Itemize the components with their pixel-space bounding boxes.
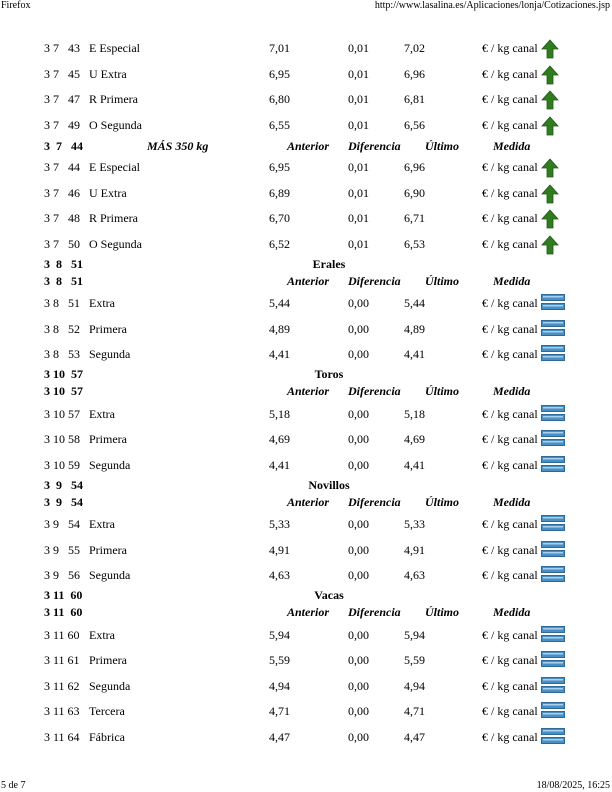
header-medida: Medida bbox=[493, 384, 531, 398]
product-name: Extra bbox=[89, 628, 115, 642]
up-arrow-icon bbox=[541, 158, 565, 176]
table-row bbox=[0, 652, 612, 668]
diferencia-value: 0,00 bbox=[348, 653, 369, 667]
header-code: 3 11 60 bbox=[44, 605, 83, 619]
product-name: Primera bbox=[89, 432, 127, 446]
ultimo-value: 4,47 bbox=[404, 730, 425, 744]
table-row bbox=[0, 729, 612, 745]
product-name: E Especial bbox=[89, 41, 140, 55]
diferencia-value: 0,00 bbox=[348, 458, 369, 472]
ultimo-value: 5,59 bbox=[404, 653, 425, 667]
ultimo-value: 4,91 bbox=[404, 543, 425, 557]
anterior-value: 7,01 bbox=[269, 41, 290, 55]
up-arrow-icon bbox=[541, 39, 565, 57]
product-code: 3 7 43 bbox=[44, 41, 80, 55]
unit-label: € / kg canal bbox=[482, 704, 538, 718]
product-code: 3 9 54 bbox=[44, 517, 80, 531]
header-medida: Medida bbox=[493, 139, 531, 153]
unit-label: € / kg canal bbox=[482, 41, 538, 55]
product-code: 3 8 53 bbox=[44, 347, 80, 361]
diferencia-value: 0,01 bbox=[348, 237, 369, 251]
category-code: 3 9 54 bbox=[44, 478, 83, 492]
product-code: 3 9 56 bbox=[44, 568, 80, 582]
table-row bbox=[0, 516, 612, 532]
table-row bbox=[0, 40, 612, 56]
header-ultimo: Último bbox=[425, 274, 460, 288]
category-title: Novillos bbox=[308, 478, 350, 492]
header-diferencia: Diferencia bbox=[348, 495, 401, 509]
unit-label: € / kg canal bbox=[482, 458, 538, 472]
category-title: Vacas bbox=[314, 588, 344, 602]
product-name: Segunda bbox=[89, 679, 131, 693]
ultimo-value: 5,18 bbox=[404, 407, 425, 421]
up-arrow-icon bbox=[541, 90, 565, 108]
ultimo-value: 6,96 bbox=[404, 67, 425, 81]
table-row bbox=[0, 627, 612, 643]
table-row bbox=[0, 431, 612, 447]
category-code: 3 8 51 bbox=[44, 257, 83, 271]
header-diferencia: Diferencia bbox=[348, 139, 401, 153]
unit-label: € / kg canal bbox=[482, 118, 538, 132]
column-header-row bbox=[0, 139, 612, 153]
anterior-value: 6,89 bbox=[269, 186, 290, 200]
unit-label: € / kg canal bbox=[482, 517, 538, 531]
category-row bbox=[0, 258, 612, 271]
product-code: 3 11 64 bbox=[44, 730, 80, 744]
table-row bbox=[0, 66, 612, 82]
equal-icon bbox=[541, 677, 565, 695]
ultimo-value: 4,94 bbox=[404, 679, 425, 693]
up-arrow-icon bbox=[541, 116, 565, 134]
equal-icon bbox=[541, 626, 565, 644]
header-ultimo: Último bbox=[425, 605, 460, 619]
product-code: 3 11 63 bbox=[44, 704, 80, 718]
category-row bbox=[0, 479, 612, 492]
anterior-value: 4,63 bbox=[269, 568, 290, 582]
diferencia-value: 0,01 bbox=[348, 160, 369, 174]
diferencia-value: 0,00 bbox=[348, 517, 369, 531]
header-medida: Medida bbox=[493, 495, 531, 509]
product-code: 3 11 61 bbox=[44, 653, 80, 667]
equal-icon bbox=[541, 541, 565, 559]
product-name: Extra bbox=[89, 407, 115, 421]
anterior-value: 6,70 bbox=[269, 211, 290, 225]
header-anterior: Anterior bbox=[287, 274, 330, 288]
column-header-row bbox=[0, 274, 612, 288]
ultimo-value: 5,94 bbox=[404, 628, 425, 642]
ultimo-value: 6,90 bbox=[404, 186, 425, 200]
product-name: Primera bbox=[89, 653, 127, 667]
ultimo-value: 6,96 bbox=[404, 160, 425, 174]
header-anterior: Anterior bbox=[287, 384, 330, 398]
anterior-value: 6,52 bbox=[269, 237, 290, 251]
product-name: Extra bbox=[89, 296, 115, 310]
diferencia-value: 0,00 bbox=[348, 679, 369, 693]
ultimo-value: 5,33 bbox=[404, 517, 425, 531]
unit-label: € / kg canal bbox=[482, 432, 538, 446]
table-row bbox=[0, 236, 612, 252]
anterior-value: 5,33 bbox=[269, 517, 290, 531]
diferencia-value: 0,01 bbox=[348, 186, 369, 200]
table-row bbox=[0, 678, 612, 694]
page-url[interactable]: http://www.lasalina.es/Aplicaciones/lonja/Cotizaciones.jsp bbox=[374, 0, 610, 11]
product-name: Segunda bbox=[89, 347, 131, 361]
diferencia-value: 0,01 bbox=[348, 67, 369, 81]
product-name: Segunda bbox=[89, 568, 131, 582]
ultimo-value: 5,44 bbox=[404, 296, 425, 310]
product-name: Extra bbox=[89, 517, 115, 531]
product-name: Primera bbox=[89, 543, 127, 557]
product-name: O Segunda bbox=[89, 237, 142, 251]
unit-label: € / kg canal bbox=[482, 237, 538, 251]
anterior-value: 4,89 bbox=[269, 322, 290, 336]
category-code: 3 10 57 bbox=[44, 367, 83, 381]
anterior-value: 5,59 bbox=[269, 653, 290, 667]
product-name: O Segunda bbox=[89, 118, 142, 132]
category-row bbox=[0, 589, 612, 602]
header-anterior: Anterior bbox=[287, 605, 330, 619]
table-row bbox=[0, 185, 612, 201]
table-row bbox=[0, 457, 612, 473]
header-diferencia: Diferencia bbox=[348, 384, 401, 398]
equal-icon bbox=[541, 456, 565, 474]
table-row bbox=[0, 321, 612, 337]
unit-label: € / kg canal bbox=[482, 730, 538, 744]
equal-icon bbox=[541, 320, 565, 338]
header-code: 3 8 51 bbox=[44, 274, 83, 288]
header-anterior: Anterior bbox=[287, 495, 330, 509]
header-medida: Medida bbox=[493, 274, 531, 288]
header-ultimo: Último bbox=[425, 384, 460, 398]
equal-icon bbox=[541, 728, 565, 746]
up-arrow-icon bbox=[541, 235, 565, 253]
category-row bbox=[0, 368, 612, 381]
product-name: R Primera bbox=[89, 92, 138, 106]
product-name: U Extra bbox=[89, 186, 127, 200]
table-row bbox=[0, 210, 612, 226]
product-code: 3 7 49 bbox=[44, 118, 80, 132]
unit-label: € / kg canal bbox=[482, 543, 538, 557]
diferencia-value: 0,00 bbox=[348, 568, 369, 582]
header-ultimo: Último bbox=[425, 139, 460, 153]
diferencia-value: 0,00 bbox=[348, 432, 369, 446]
header-code: 3 7 44 bbox=[44, 139, 83, 153]
anterior-value: 4,41 bbox=[269, 458, 290, 472]
diferencia-value: 0,00 bbox=[348, 704, 369, 718]
column-header-row bbox=[0, 605, 612, 619]
header-anterior: Anterior bbox=[287, 139, 330, 153]
table-row bbox=[0, 542, 612, 558]
diferencia-value: 0,01 bbox=[348, 211, 369, 225]
table-row bbox=[0, 295, 612, 311]
ultimo-value: 4,63 bbox=[404, 568, 425, 582]
table-row bbox=[0, 117, 612, 133]
product-code: 3 8 52 bbox=[44, 322, 80, 336]
header-ultimo: Último bbox=[425, 495, 460, 509]
unit-label: € / kg canal bbox=[482, 653, 538, 667]
ultimo-value: 4,71 bbox=[404, 704, 425, 718]
column-header-row bbox=[0, 384, 612, 398]
product-code: 3 10 58 bbox=[44, 432, 80, 446]
unit-label: € / kg canal bbox=[482, 160, 538, 174]
diferencia-value: 0,00 bbox=[348, 628, 369, 642]
header-diferencia: Diferencia bbox=[348, 605, 401, 619]
equal-icon bbox=[541, 405, 565, 423]
browser-name: Firefox bbox=[1, 0, 31, 11]
equal-icon bbox=[541, 702, 565, 720]
equal-icon bbox=[541, 430, 565, 448]
ultimo-value: 6,56 bbox=[404, 118, 425, 132]
header-diferencia: Diferencia bbox=[348, 274, 401, 288]
anterior-value: 4,41 bbox=[269, 347, 290, 361]
product-name: U Extra bbox=[89, 67, 127, 81]
unit-label: € / kg canal bbox=[482, 296, 538, 310]
product-code: 3 9 55 bbox=[44, 543, 80, 557]
unit-label: € / kg canal bbox=[482, 347, 538, 361]
equal-icon bbox=[541, 345, 565, 363]
diferencia-value: 0,01 bbox=[348, 41, 369, 55]
diferencia-value: 0,00 bbox=[348, 543, 369, 557]
product-code: 3 10 59 bbox=[44, 458, 80, 472]
print-datetime: 18/08/2025, 16:25 bbox=[536, 780, 610, 791]
unit-label: € / kg canal bbox=[482, 679, 538, 693]
equal-icon bbox=[541, 651, 565, 669]
header-code: 3 9 54 bbox=[44, 495, 83, 509]
column-header-row bbox=[0, 495, 612, 509]
anterior-value: 5,44 bbox=[269, 296, 290, 310]
diferencia-value: 0,00 bbox=[348, 730, 369, 744]
table-row bbox=[0, 567, 612, 583]
ultimo-value: 4,41 bbox=[404, 458, 425, 472]
product-code: 3 10 57 bbox=[44, 407, 80, 421]
up-arrow-icon bbox=[541, 184, 565, 202]
diferencia-value: 0,00 bbox=[348, 322, 369, 336]
product-name: Segunda bbox=[89, 458, 131, 472]
anterior-value: 4,71 bbox=[269, 704, 290, 718]
product-code: 3 8 51 bbox=[44, 296, 80, 310]
anterior-value: 6,55 bbox=[269, 118, 290, 132]
header-medida: Medida bbox=[493, 605, 531, 619]
product-name: E Especial bbox=[89, 160, 140, 174]
diferencia-value: 0,00 bbox=[348, 347, 369, 361]
ultimo-value: 4,41 bbox=[404, 347, 425, 361]
anterior-value: 5,18 bbox=[269, 407, 290, 421]
up-arrow-icon bbox=[541, 65, 565, 83]
table-row bbox=[0, 159, 612, 175]
anterior-value: 6,95 bbox=[269, 67, 290, 81]
table-row bbox=[0, 406, 612, 422]
unit-label: € / kg canal bbox=[482, 628, 538, 642]
anterior-value: 4,91 bbox=[269, 543, 290, 557]
unit-label: € / kg canal bbox=[482, 92, 538, 106]
diferencia-value: 0,01 bbox=[348, 118, 369, 132]
ultimo-value: 6,71 bbox=[404, 211, 425, 225]
product-name: Primera bbox=[89, 322, 127, 336]
ultimo-value: 6,81 bbox=[404, 92, 425, 106]
up-arrow-icon bbox=[541, 209, 565, 227]
header-title: MÁS 350 kg bbox=[147, 139, 209, 153]
table-row bbox=[0, 703, 612, 719]
product-code: 3 7 48 bbox=[44, 211, 80, 225]
unit-label: € / kg canal bbox=[482, 407, 538, 421]
anterior-value: 6,95 bbox=[269, 160, 290, 174]
unit-label: € / kg canal bbox=[482, 211, 538, 225]
product-code: 3 11 62 bbox=[44, 679, 80, 693]
unit-label: € / kg canal bbox=[482, 186, 538, 200]
product-code: 3 7 45 bbox=[44, 67, 80, 81]
equal-icon bbox=[541, 566, 565, 584]
equal-icon bbox=[541, 294, 565, 312]
anterior-value: 6,80 bbox=[269, 92, 290, 106]
product-name: Tercera bbox=[89, 704, 125, 718]
header-code: 3 10 57 bbox=[44, 384, 83, 398]
diferencia-value: 0,01 bbox=[348, 92, 369, 106]
table-row bbox=[0, 346, 612, 362]
anterior-value: 4,47 bbox=[269, 730, 290, 744]
category-title: Toros bbox=[314, 367, 344, 381]
page-number: 5 de 7 bbox=[1, 780, 26, 791]
product-code: 3 7 50 bbox=[44, 237, 80, 251]
product-code: 3 7 46 bbox=[44, 186, 80, 200]
ultimo-value: 6,53 bbox=[404, 237, 425, 251]
category-code: 3 11 60 bbox=[44, 588, 83, 602]
unit-label: € / kg canal bbox=[482, 322, 538, 336]
product-name: Fábrica bbox=[89, 730, 125, 744]
product-code: 3 7 47 bbox=[44, 92, 80, 106]
product-name: R Primera bbox=[89, 211, 138, 225]
table-row bbox=[0, 91, 612, 107]
ultimo-value: 4,89 bbox=[404, 322, 425, 336]
product-code: 3 7 44 bbox=[44, 160, 80, 174]
ultimo-value: 4,69 bbox=[404, 432, 425, 446]
category-title: Erales bbox=[312, 257, 346, 271]
diferencia-value: 0,00 bbox=[348, 407, 369, 421]
anterior-value: 4,94 bbox=[269, 679, 290, 693]
equal-icon bbox=[541, 515, 565, 533]
unit-label: € / kg canal bbox=[482, 67, 538, 81]
anterior-value: 4,69 bbox=[269, 432, 290, 446]
unit-label: € / kg canal bbox=[482, 568, 538, 582]
product-code: 3 11 60 bbox=[44, 628, 80, 642]
ultimo-value: 7,02 bbox=[404, 41, 425, 55]
anterior-value: 5,94 bbox=[269, 628, 290, 642]
diferencia-value: 0,00 bbox=[348, 296, 369, 310]
